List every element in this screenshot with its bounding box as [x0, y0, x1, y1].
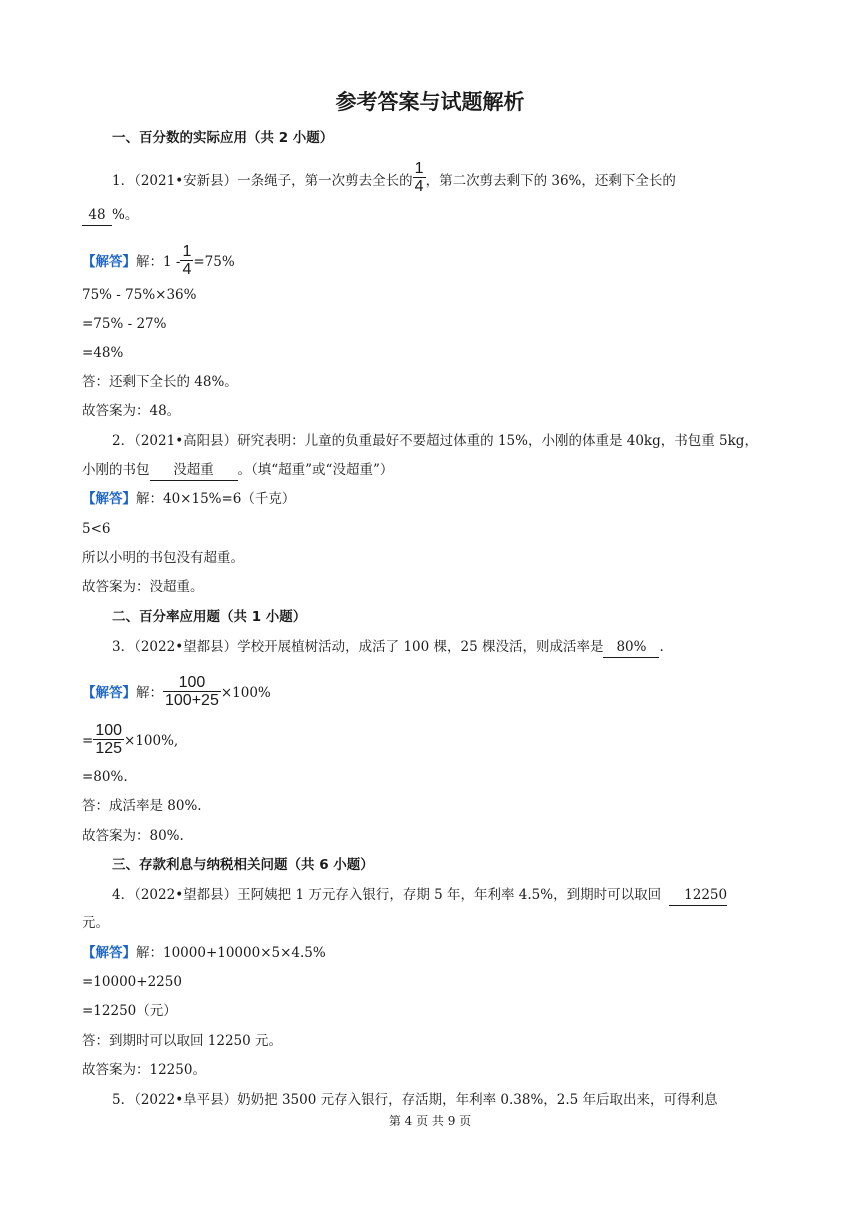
question-1-text-b: ，第二次剪去剩下的 36%，还剩下全长的	[425, 173, 676, 189]
question-2-text-b: 小刚的书包	[82, 462, 150, 478]
question-3-solution-line-2	[82, 722, 178, 757]
solution-suffix: ×100%,	[124, 733, 179, 749]
solution-tag: 【解答】	[82, 685, 136, 701]
question-5-line-1: 5．（2022•阜平县）奶奶把 3500 元存入银行，存活期，年利率 0.38%，2.5 年后取出来，可得利息	[112, 1092, 718, 1108]
solution-tag: 【解答】	[82, 945, 136, 961]
question-1-solution	[82, 243, 235, 278]
section-heading-1: 一、百分数的实际应用（共 2 小题）	[112, 130, 334, 146]
question-1-text-a: 1．（2021•安新县）一条绳子，第一次剪去全长的	[112, 173, 413, 189]
fraction-numerator: 1	[182, 243, 192, 260]
solution-step: 75% - 75%×36%	[82, 287, 197, 303]
fraction-denominator: 4	[182, 261, 192, 278]
equals-sign: =	[82, 733, 94, 749]
solution-step: 5<6	[82, 521, 111, 537]
solution-suffix: =75%	[193, 254, 235, 270]
question-4-line-1	[112, 885, 727, 906]
question-2-after-answer: 。（填“超重”或“没超重”）	[237, 462, 394, 478]
fraction-numerator: 1	[414, 160, 424, 177]
page-footer: 第 4 页 共 9 页	[388, 1114, 472, 1128]
fraction-numerator: 100	[163, 674, 221, 692]
question-4-answer-blank: 12250	[669, 885, 727, 906]
solution-step: =48%	[82, 345, 124, 361]
question-3-solution	[82, 674, 271, 709]
solution-final: 故答案为：80%.	[82, 828, 184, 844]
solution-answer: 答：成活率是 80%.	[82, 798, 202, 814]
solution-text: 解：10000+10000×5×4.5%	[136, 945, 326, 961]
question-2-answer-blank: 没超重	[150, 460, 238, 481]
page-title: 参考答案与试题解析	[335, 90, 525, 114]
solution-step: 所以小明的书包没有超重。	[82, 550, 244, 566]
question-2-line-2	[82, 460, 393, 481]
question-1-line-2	[82, 205, 138, 226]
solution-step: =80%.	[82, 769, 128, 785]
solution-prefix: 解：1 -	[136, 254, 181, 270]
section-heading-2: 二、百分率应用题（共 1 小题）	[112, 609, 307, 625]
solution-fraction-1	[163, 674, 221, 709]
question-1-after-answer: %。	[112, 207, 139, 223]
question-3-answer-blank: 80%	[603, 637, 659, 658]
question-1-fraction	[413, 160, 426, 195]
question-4-solution	[82, 943, 326, 963]
solution-final: 故答案为：没超重。	[82, 579, 204, 595]
solution-suffix: ×100%	[220, 685, 271, 701]
solution-fraction	[180, 243, 193, 278]
solution-final: 故答案为：12250。	[82, 1062, 206, 1078]
fraction-numerator: 100	[95, 722, 123, 739]
question-1-answer-blank: 48	[82, 205, 112, 226]
solution-fraction-2	[93, 722, 124, 757]
question-4-line-2: 元。	[82, 915, 109, 931]
solution-text: 解：40×15%=6（千克）	[136, 491, 296, 507]
question-3-after-answer: .	[659, 639, 664, 655]
solution-prefix: 解：	[136, 685, 163, 701]
solution-step: =10000+2250	[82, 974, 182, 990]
question-3-text: 3．（2022•望都县）学校开展植树活动，成活了 100 棵，25 棵没活，则成活率是	[112, 639, 604, 655]
solution-final: 故答案为：48。	[82, 403, 181, 419]
solution-answer: 答：到期时可以取回 12250 元。	[82, 1033, 283, 1049]
question-4-text: 4．（2022•望都县）王阿姨把 1 万元存入银行，存期 5 年，年利率 4.5%，到期时可以取回	[112, 887, 662, 903]
solution-tag: 【解答】	[82, 491, 136, 507]
fraction-denominator: 100+25	[165, 692, 219, 709]
fraction-denominator: 4	[414, 178, 424, 195]
question-1-line-1	[112, 160, 676, 195]
question-3-line-1	[112, 637, 664, 658]
solution-answer: 答：还剩下全长的 48%。	[82, 374, 238, 390]
section-heading-3: 三、存款利息与纳税相关问题（共 6 小题）	[112, 857, 374, 873]
solution-step: =12250（元）	[82, 1003, 177, 1019]
solution-tag: 【解答】	[82, 254, 136, 270]
fraction-denominator: 125	[95, 740, 123, 757]
solution-step: =75% - 27%	[82, 316, 167, 332]
question-2-solution	[82, 489, 295, 509]
question-2-line-1: 2．（2021•高阳县）研究表明：儿童的负重最好不要超过体重的 15%，小刚的体重是 40kg，书包重 5kg，	[112, 433, 758, 449]
